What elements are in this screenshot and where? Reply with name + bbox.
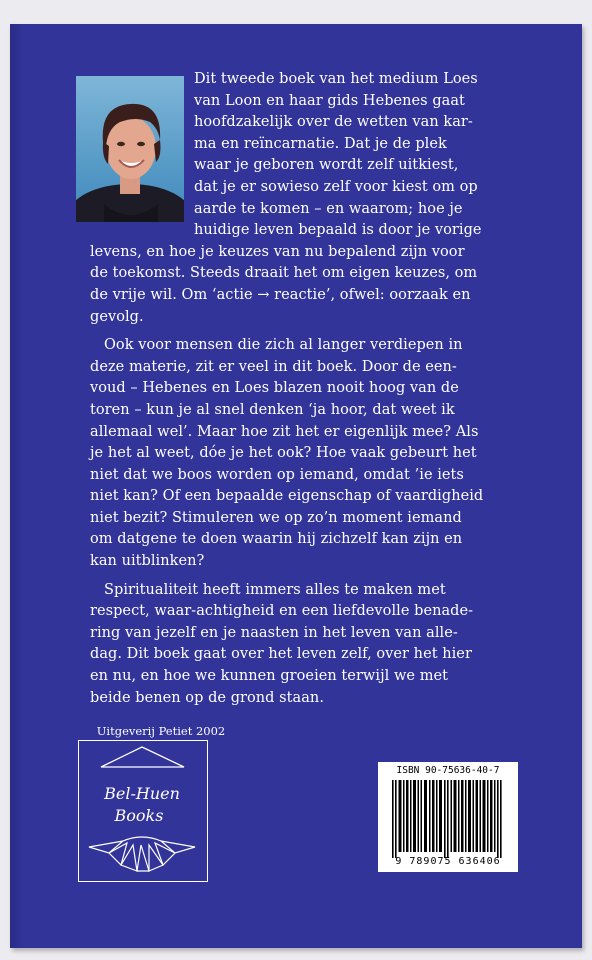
blurb-line: voud – Hebenes en Loes blazen nooit hoog van de — [90, 380, 459, 397]
sun-rays-icon — [79, 741, 206, 880]
blurb-line: ma en reïncarnatie. Dat je de plek — [194, 135, 447, 152]
blurb-text — [90, 69, 520, 716]
blurb-line: om datgene te doen waarin hij zichzelf kan zijn en — [90, 531, 463, 548]
blurb-line: Ook voor mensen die zich al langer verdiepen in — [104, 337, 463, 354]
publisher-logo — [78, 740, 208, 882]
blurb-line: en nu, en hoe we kunnen groeien terwijl we met — [90, 668, 449, 685]
blurb-line: je het al weet, dóe je het ook? Hoe vaak gebeurt het — [90, 445, 477, 462]
blurb-line: huidige leven bepaald is door je vorige — [194, 222, 482, 239]
blurb-line: aarde te komen – en waarom; hoe je — [194, 200, 463, 217]
blurb-line: niet kan? Of een bepaalde eigenschap of vaardigheid — [90, 488, 484, 505]
blurb-line: respect, waar-achtigheid en een liefdevolle benade- — [90, 603, 474, 620]
blurb-line: deze materie, zit er veel in dit boek. Door de een- — [90, 358, 457, 375]
barcode — [378, 762, 518, 872]
logo-line-1: Bel-Huen — [104, 784, 180, 803]
blurb-line: ring van jezelf en je naasten in het leven van alle- — [90, 624, 458, 641]
blurb-line: de toekomst. Steeds draait het om eigen keuzes, om — [90, 265, 478, 282]
blurb-line: Dit tweede boek van het medium Loes — [194, 71, 478, 87]
publisher-label: Uitgeverij Petiet 2002 — [96, 724, 226, 738]
blurb-line: dat je er sowieso zelf voor kiest om op — [194, 178, 478, 195]
isbn-text: ISBN 90-75636-40-7 — [396, 765, 500, 776]
blurb-line: waar je geboren wordt zelf uitkiest, — [194, 157, 459, 174]
blurb-line: beide benen op de grond staan. — [90, 689, 324, 706]
blurb-paragraph-3 — [90, 580, 520, 710]
blurb-line: niet dat we boos worden op iemand, omdat ’ie iets — [90, 466, 464, 483]
blurb-line: gevolg. — [90, 308, 144, 325]
blurb-line: toren – kun je al snel denken ‘ja hoor, dat weet ik — [90, 401, 455, 418]
logo-line-2: Books — [114, 806, 164, 825]
book-back-cover — [10, 24, 582, 948]
blurb-line: de vrije wil. Om ‘actie → reactie’, ofwel: oorzaak en — [90, 286, 471, 303]
blurb-line: kan uitblinken? — [90, 553, 205, 570]
blurb-line: hoofdzakelijk over de wetten van kar- — [194, 114, 473, 131]
blurb-paragraph-1 — [90, 69, 520, 328]
blurb-line: allemaal wel’. Maar hoe zit het er eigenlijk mee? Als — [90, 423, 479, 440]
blurb-line: van Loon en haar gids Hebenes gaat — [194, 92, 465, 109]
blurb-line: dag. Dit boek gaat over het leven zelf, over het hier — [90, 646, 472, 663]
spine-shadow — [10, 24, 24, 948]
blurb-line: Spiritualiteit heeft immers alles te maken met — [104, 581, 446, 598]
blurb-paragraph-2 — [90, 335, 520, 573]
ean-number: 9 789075 636406 — [395, 856, 501, 867]
blurb-line: levens, en hoe je keuzes van nu bepalend zijn voor — [90, 243, 465, 260]
blurb-line: niet bezit? Stimuleren we op zo’n moment iemand — [90, 509, 462, 526]
